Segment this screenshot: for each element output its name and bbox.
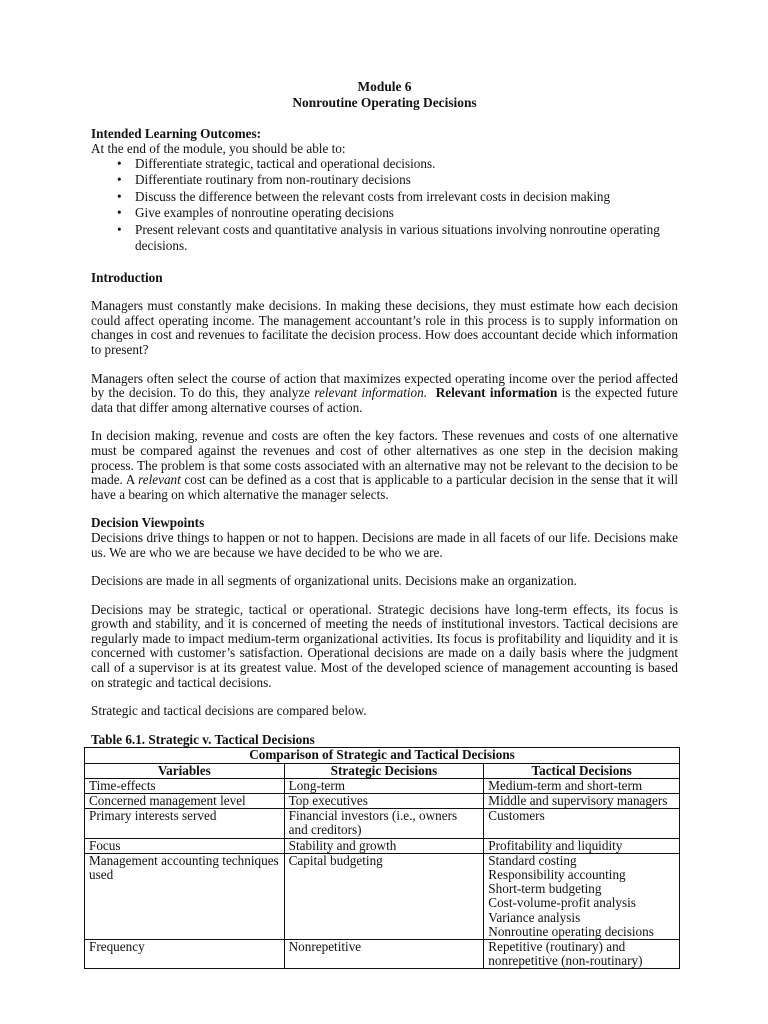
text-span: is the expected future data that differ among alternative courses of action.	[91, 385, 678, 415]
viewpoints-paragraph-1: Decisions drive things to happen or not to happen. Decisions are made in all facets of our life. Decisions make us. We are who we are because we have decided to be who we are.	[91, 529, 678, 560]
learning-outcomes-list	[91, 156, 678, 255]
table-cell: Capital budgeting	[284, 853, 484, 939]
list-item: • Differentiate strategic, tactical and operational decisions.	[115, 156, 678, 173]
bold-term: Relevant information	[435, 385, 558, 401]
module-title: Module 6	[357, 79, 412, 94]
table-row	[85, 809, 680, 838]
text-span: In decision making, revenue and costs are often the key factors. These revenues and costs of one alternative must be compared against the revenues and cost of other alternatives as one step in the decision making process. The problem is that some costs associated with an alternative may not be relevant to the decision to be made. A	[91, 428, 678, 488]
module-subtitle: Nonroutine Operating Decisions	[292, 95, 477, 110]
introduction-section	[91, 271, 678, 503]
text-span: cost can be defined as a cost that is applicable to a particular decision in the sense that it will have a bearing on which alternative the manager selects.	[91, 472, 678, 502]
table-row	[85, 794, 680, 809]
table-cell: Repetitive (routinary) and nonrepetitive (non-routinary)	[484, 940, 680, 969]
introduction-paragraph-1: Managers must constantly make decisions. In making these decisions, they must estimate how each decision could affect operating income. The management accountant’s role in this process is to supply information on changes in cost and revenues to facilitate the decision process. How does accountant decide which information to present?	[91, 298, 678, 357]
table-row	[85, 778, 680, 793]
table-title: Comparison of Strategic and Tactical Decisions	[85, 748, 680, 763]
italic-term: relevant information.	[314, 385, 428, 401]
table-cell: Management accounting techniques used	[85, 853, 285, 939]
table-row	[85, 838, 680, 853]
technique-item: Cost-volume-profit analysis	[488, 895, 636, 911]
table-caption: Table 6.1. Strategic v. Tactical Decisions	[91, 731, 315, 747]
italic-term: relevant	[138, 472, 181, 488]
table-cell: Focus	[85, 838, 285, 853]
table-cell: Middle and supervisory managers	[484, 794, 680, 809]
list-item: • Differentiate routinary from non-routinary decisions	[115, 172, 678, 189]
list-item: • Give examples of nonroutine operating decisions	[115, 205, 678, 222]
table-cell: Profitability and liquidity	[484, 838, 680, 853]
table-cell: Nonrepetitive	[284, 940, 484, 969]
page-content	[91, 79, 678, 969]
table-row	[85, 853, 680, 939]
table-cell	[484, 853, 680, 939]
learning-outcomes-intro: At the end of the module, you should be able to:	[91, 140, 346, 156]
introduction-heading: Introduction	[91, 269, 163, 285]
table-header-row	[85, 763, 680, 778]
table-cell: Top executives	[284, 794, 484, 809]
table-row	[85, 940, 680, 969]
decision-viewpoints-heading: Decision Viewpoints	[91, 515, 205, 531]
technique-item: Responsibility accounting	[488, 867, 626, 883]
table-cell: Financial investors (i.e., owners and creditors)	[284, 809, 484, 838]
viewpoints-paragraph-2: Decisions are made in all segments of organizational units. Decisions make an organization.	[91, 573, 577, 589]
comparison-table	[84, 747, 680, 969]
technique-item: Nonroutine operating decisions	[488, 923, 654, 939]
table-cell: Customers	[484, 809, 680, 838]
table-cell: Frequency	[85, 940, 285, 969]
column-header: Tactical Decisions	[484, 763, 680, 778]
technique-item: Short-term budgeting	[488, 881, 602, 897]
learning-outcomes-section	[91, 127, 678, 255]
table-cell: Stability and growth	[284, 838, 484, 853]
viewpoints-paragraph-3: Decisions may be strategic, tactical or operational. Strategic decisions have long-term effects, its focus is growth and stability, and it is concerned of meeting the needs of institutional investors. Tactical decisions are regularly made to impact medium-term organizational activities. Its focus is profitability and liquidity and it is concerned with customer’s satisfaction. Operational decisions are made on a daily basis where the judgment call of a supervisor is at its greatest value. Most of the developed science of management accounting is based on strategic and tactical decisions.	[91, 601, 678, 690]
list-item: • Discuss the difference between the relevant costs from irrelevant costs in decision making	[115, 189, 678, 206]
learning-outcomes-heading: Intended Learning Outcomes:	[91, 126, 261, 141]
viewpoints-paragraph-4: Strategic and tactical decisions are compared below.	[91, 703, 367, 719]
technique-item: Standard costing	[488, 852, 577, 868]
introduction-paragraph-2	[91, 372, 678, 416]
text-span: Managers often select the course of action that maximizes expected operating income over the period affected by the decision. To do this, they analyze	[91, 370, 678, 401]
table-cell: Concerned management level	[85, 794, 285, 809]
column-header: Strategic Decisions	[284, 763, 484, 778]
column-header: Variables	[85, 763, 285, 778]
introduction-paragraph-3	[91, 429, 678, 502]
table-cell: Time-effects	[85, 778, 285, 793]
table-cell: Medium-term and short-term	[484, 778, 680, 793]
list-item: • Present relevant costs and quantitative analysis in various situations involving nonroutine operating decisions.	[115, 222, 678, 255]
technique-item: Variance analysis	[488, 909, 581, 925]
table-cell: Long-term	[284, 778, 484, 793]
decision-viewpoints-section	[91, 516, 678, 719]
table-cell: Primary interests served	[85, 809, 285, 838]
table-title-row	[85, 748, 680, 763]
